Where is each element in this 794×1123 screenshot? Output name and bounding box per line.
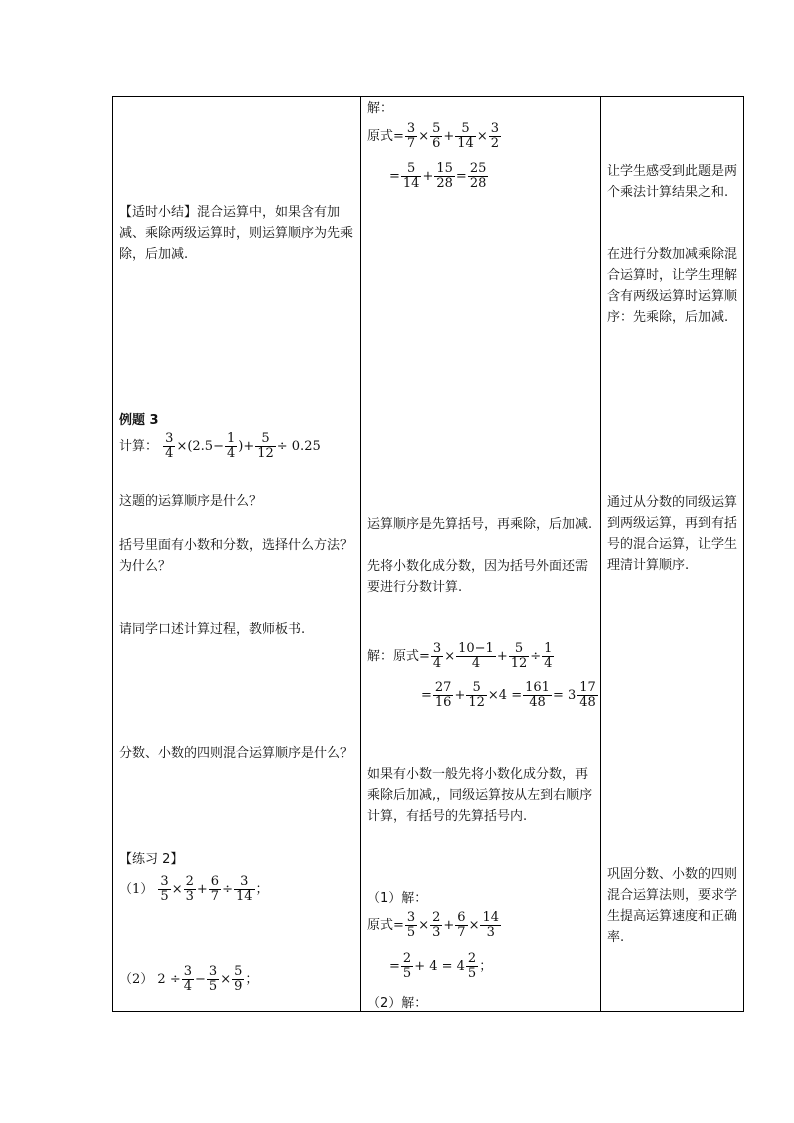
solution-2-line-2: = $\frac{27}{16}$ + $\frac{5}{12}$ ×4 = $\frac{161}{48}$ = 3 $\frac{17}{48}$	[421, 680, 596, 710]
practice-1-solution-label: （1）解：	[367, 891, 428, 906]
method-answer: 先将小数化成分数，因为括号外面还需要进行分数计算.	[367, 559, 589, 595]
practice-1-solution-line-1: 原式= $\frac{3}{5}$ × $\frac{2}{3}$ + $\frac{6}{7}$ × $\frac{14}{3}$	[367, 910, 500, 940]
order-answer: 运算顺序是先算括号，再乘除，后加减.	[367, 517, 593, 532]
solution-2-line-1: 解：原式= $\frac{3}{4}$ × $\frac{10-1}{4}$ + $\frac{5}{12}$ ÷ $\frac{1}{4}$	[367, 641, 553, 671]
practice-1-original-label: 原式=	[367, 918, 404, 933]
practice-2-label: （2）	[119, 972, 154, 987]
question-method: 括号里面有小数和分数，选择什么方法？为什么？	[119, 538, 354, 574]
lesson-table	[112, 96, 744, 1012]
practice-1-label: （1）	[119, 882, 154, 897]
calc-label: 计算：	[119, 439, 159, 454]
practice-2: （2） 2 ÷ $\frac{3}{4}$ − $\frac{3}{5}$ × $\frac{5}{9}$ ；	[119, 964, 259, 994]
original-label: 原式=	[367, 129, 404, 144]
summary-text: 混合运算中，如果含有加减、乘除两级运算时，则运算顺序为先乘除，后加减.	[119, 205, 354, 262]
practice-1-solution-line-2: = $\frac{2}{5}$ + 4 = 4 $\frac{2}{5}$ ；	[389, 951, 493, 981]
summary-block	[119, 202, 355, 265]
practice-title: 【练习 2】	[119, 852, 184, 867]
question-order: 这题的运算顺序是什么？	[119, 494, 263, 509]
intent-note-4: 巩固分数、小数的四则混合运算法则，要求学生提高运算速度和正确率.	[607, 867, 738, 945]
solution-label: 解：	[367, 101, 394, 116]
summary-tag: 【适时小结】	[119, 205, 198, 220]
solution-1-line-1: 原式= $\frac{3}{7}$ × $\frac{5}{6}$ + $\frac{5}{14}$ × $\frac{3}{2}$	[367, 121, 500, 151]
solution-2-label: 解：原式=	[367, 649, 430, 664]
question-process: 请同学口述计算过程，教师板书.	[119, 622, 306, 637]
design-intent-column	[601, 97, 743, 1011]
question-rule: 分数、小数的四则混合运算顺序是什么？	[119, 746, 354, 761]
intent-note-2: 在进行分数加减乘除混合运算时，让学生理解含有两级运算时运算顺序：先乘除，后加减.	[607, 247, 738, 325]
example-title: 例题 3	[119, 413, 159, 428]
intent-note-1: 让学生感受到此题是两个乘法计算结果之和.	[607, 164, 738, 200]
practice-1: （1） $\frac{3}{5}$ × $\frac{2}{3}$ + $\frac{6}{7}$ ÷ $\frac{3}{14}$ ；	[119, 874, 269, 904]
practice-2-solution-label: （2）解：	[367, 996, 428, 1011]
intent-note-3: 通过从分数的同级运算到两级运算，再到有括号的混合运算，让学生理清计算顺序.	[607, 495, 738, 573]
solution-1-line-2: = $\frac{5}{14}$ + $\frac{15}{28}$ = $\frac{25}{28}$	[389, 161, 487, 191]
example-expression: 计算： $\frac{3}{4}$ ×(2.5− $\frac{1}{4}$ )+ $\frac{5}{12}$ ÷ 0.25	[119, 431, 321, 461]
student-activity-column	[361, 97, 600, 1011]
teaching-content-column	[113, 97, 360, 1011]
rule-answer: 如果有小数一般先将小数化成分数，再乘除后加减,，同级运算按从左到右顺序计算，有括号的先算括号内.	[367, 767, 593, 824]
